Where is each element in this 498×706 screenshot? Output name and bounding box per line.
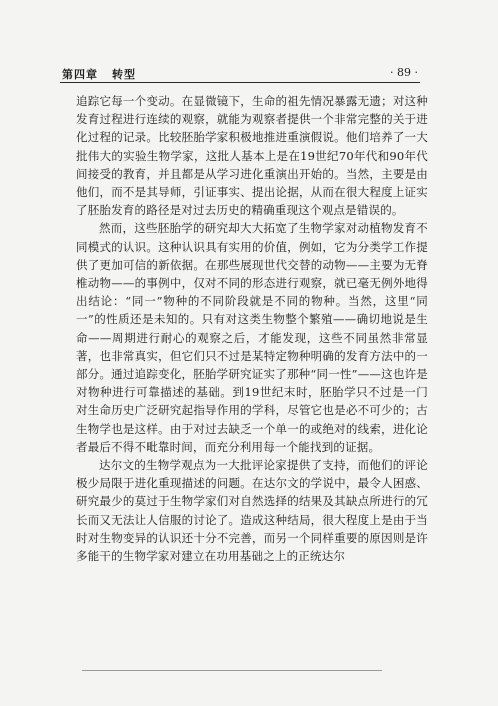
footer-rule (82, 670, 382, 671)
running-header (62, 64, 418, 80)
chapter-heading (62, 66, 136, 82)
chapter-title: 转型 (112, 68, 136, 81)
header-rule (60, 82, 420, 83)
paragraph-2: 然而，这些胚胎学的研究却大大拓宽了生物学家对动植物发育不同模式的认识。这种认识具有实用的价值，例如，它为分类学工作提供了更加可信的新依据。在那些展现世代交替的动物——主要为无脊椎动物——的事例中，仅对不同的形态进行观察，就已毫无例外地得出结论：“同一”物种的不同阶段就是不同的物种。当然，这里“同一”的性质还是未知的。只有对这类生物整个繁殖——确切地说是生命——周期进行耐心的观察之后，才能发现，这些不同虽然非常显著，也非常真实，但它们只不过是某特定物种明确的发育方法中的一部分。通过追踪变化，胚胎学研究证实了那种“同一性”——这也许是对物种进行可靠描述的基础。到19世纪末时，胚胎学只不过是一门对生命历史广泛研究起指导作用的学科，尽管它也是必不可少的；古生物学也是这样。由于对过去缺乏一个单一的或绝对的线索，进化论者最后不得不毗靠时间，而充分利用每一个能找到的证据。 (76, 221, 428, 454)
paragraph-1: 追踪它每一个变动。在显微镜下，生命的祖先情况暴露无遗；对这种发育过程进行连续的观察，就能为观察者提供一个非常完整的关于进化过程的记录。比较胚胎学家积极地推进重演假说。他们培养了一大批伟大的实验生物学家，这批人基本上是在19世纪70年代和90年代间接受的教育，并且都是从学习进化重演出开始的。当然，主要是由他们，而不是其导师，引证事实、提出论据，从而在很大程度上证实了胚胎发育的路径是对过去历史的精确重现这个观点是错误的。 (76, 94, 428, 218)
body-text (76, 92, 428, 565)
paragraph-3: 达尔文的生物学观点为一大批评论家提供了支持，而他们的评论极少局限于进化重现描述的问题。在达尔文的学说中，最令人困惑、研究最少的莫过于生物学家们对自然选择的结果及其缺点所进行的冗长而又无法让人信服的讨论了。造成这种结局，很大程度上是由于当时对生物变异的认识还十分不完善，而另一个同样重要的原因则是许多能干的生物学家对建立在功用基础之上的正统达尔 (76, 458, 428, 564)
chapter-number: 第四章 (62, 68, 98, 81)
page-number: · 89 · (390, 66, 418, 79)
